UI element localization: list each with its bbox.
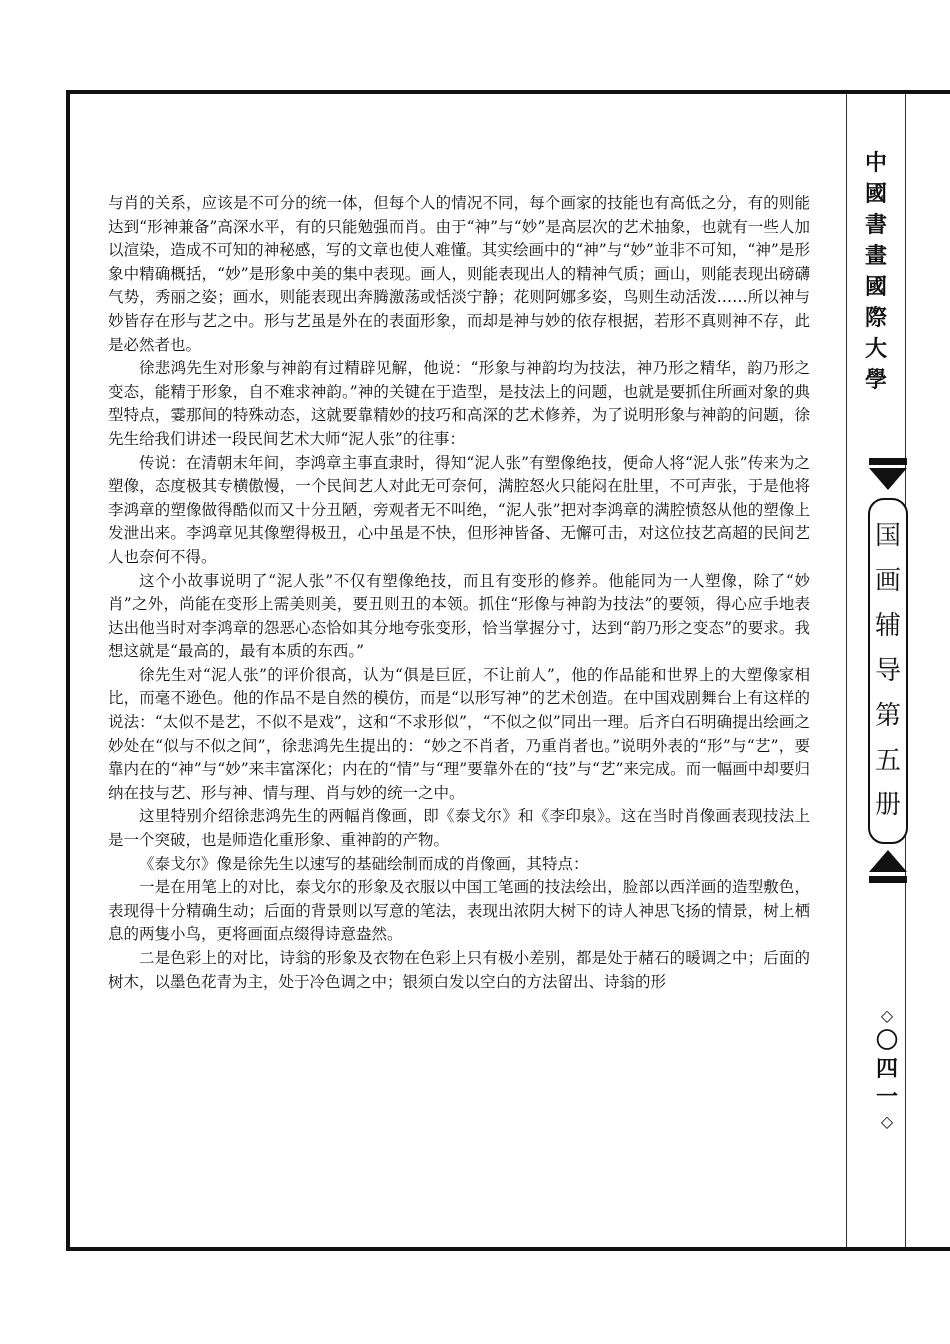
paragraph: 二是色彩上的对比，诗翁的形象及衣物在色彩上只有极小差别，都是处于赭石的暖调之中；后面的树木，以墨色花青为主，处于冷色调之中；银须白发以空白的方法留出、诗翁的形: [108, 949, 810, 991]
ornament-bar-bottom: [869, 876, 907, 883]
book-title-char: 导: [874, 655, 901, 686]
book-title-char: 国: [874, 521, 901, 552]
university-title-char: 中: [864, 150, 887, 176]
book-title-char: 第: [874, 700, 901, 731]
book-title-char: 册: [874, 790, 901, 821]
book-title-box: [868, 498, 908, 844]
paragraph: 这里特别介绍徐悲鸿先生的两幅肖像画，即《泰戈尔》和《李印泉》。这在当时肖像画表现技法上是一个突破，也是师造化重形象、重神韵的产物。: [108, 807, 810, 850]
paragraph: 一是在用笔上的对比，泰戈尔的形象及衣服以中国工笔画的技法绘出，脸部以西洋画的造型敷色，表现得十分精确生动；后面的背景则以写意的笔法，表现出浓阴大树下的诗人神思飞扬的情景，树上栖息的两隻小鸟，更将画面点缀得诗意盎然。: [108, 878, 810, 944]
body-text: [108, 192, 810, 994]
ornament-bar-top: [869, 458, 907, 465]
page-number-char: 四: [875, 1056, 898, 1082]
paragraph: 传说：在清朝末年间，李鸿章主事直隶时，得知“泥人张”有塑像绝技，便命人将“泥人张”传来为之塑像，态度极其专横傲慢，一个民间艺人对此无可奈何，满腔怒火只能闷在肚里，不可声张，于是他将李鸿章的塑像做得酷似而又十分丑陋，旁观者无不叫绝，“泥人张”把对李鸿章的满腔愤怒从他的塑像上发泄出来。李鸿章见其像塑得极丑，心中虽是不快，但形神皆备、无懈可击，对这位技艺高超的民间艺人也奈何不得。: [108, 453, 810, 566]
page-number-char: 一: [875, 1084, 898, 1110]
university-title-char: 國: [864, 274, 887, 300]
university-title-char: 學: [864, 367, 887, 393]
frame-top-border: [66, 90, 950, 94]
paragraph: 《泰戈尔》像是徐先生以速写的基础绘制而成的肖像画，其特点：: [139, 854, 589, 873]
frame-left-border: [66, 90, 70, 1251]
page-number-char: 〇: [875, 1028, 898, 1054]
university-title-char: 大: [864, 336, 887, 362]
book-title-char: 五: [874, 745, 901, 776]
margin-rule-inner: [846, 94, 847, 1247]
diamond-icon: ◇: [880, 1112, 894, 1131]
paragraph: 徐先生对“泥人张”的评价很高，认为“俱是巨匠，不让前人”，他的作品能和世界上的大塑像家相比，而毫不逊色。他的作品不是自然的模仿，而是“以形写神”的艺术创造。在中国戏剧舞台上有这样的说法：“太似不是艺，不似不是戏”，这和“不求形似”，“不似之似”同出一理。后齐白石明确提出绘画之妙处在“似与不似之间”，徐悲鸿先生提出的：“妙之不肖者，乃重肖者也。”说明外表的“形”与“艺”，要靠内在的“神”与“妙”来丰富深化；内在的“情”与“理”要靠外在的“技”与“艺”来完成。而一幅画中却要归纳在技与艺、形与神、情与理、肖与妙的统一之中。: [108, 665, 810, 802]
ornament-triangle-top: [869, 468, 907, 490]
page-number: [862, 1005, 912, 1133]
university-title-char: 國: [864, 181, 887, 207]
paragraph: 这个小故事说明了“泥人张”不仅有塑像绝技，而且有变形的修养。他能同为一人塑像，除了“妙肖”之外，尚能在变形上需美则美，要丑则丑的本领。抓住“形像与神韵为技法”的要领，得心应手地表达出他当时对李鸿章的怨恶心态恰如其分地夸张变形，恰当掌握分寸，达到“韵乃形之变态”的要求。我想这就是“最高的，最有本质的东西。”: [108, 571, 810, 661]
university-title-char: 際: [864, 305, 887, 331]
book-title-char: 辅: [874, 611, 901, 642]
diamond-icon: ◇: [880, 1006, 894, 1025]
frame-bottom-border: [66, 1247, 950, 1251]
paragraph: 与肖的关系，应该是不可分的统一体，但每个人的情况不同，每个画家的技能也有高低之分，有的则能达到“形神兼备”高深水平，有的只能勉强而肖。由于“神”与“妙”是高层次的艺术抽象，也就有一些人加以渲染，造成不可知的神秘感，写的文章也使人难懂。其实绘画中的“神”与“妙”並非不可知，“神”是形象中精确概括，“妙”是形象中美的集中表现。画人，则能表现出人的精神气质；画山，则能表现出磅礴气势，秀丽之姿；画水，则能表现出奔腾激荡或恬淡宁静；花则阿娜多姿，鸟则生动活泼……所以神与妙皆存在形与艺之中。形与艺虽是外在的表面形象，而却是神与妙的依存根据，若形不真则神不存，此是必然者也。: [108, 194, 810, 354]
university-title-char: 畫: [864, 243, 887, 269]
paragraph: 徐悲鸿先生对形象与神韵有过精辟见解，他说：“形象与神韵均为技法，神乃形之精华，韵乃形之变态，能精于形象，自不难求神韵。”神的关键在于造型，是技法上的问题，也就是要抓住所画对象的典型特点，霎那间的特殊动态，这就要靠精妙的技巧和高深的艺术修养，为了说明形象与神韵的问题，徐先生给我们讲述一段民间艺术大师“泥人张”的往事：: [108, 359, 810, 448]
book-title-char: 画: [874, 566, 901, 597]
university-title: [848, 148, 904, 396]
ornament-triangle-bottom: [869, 850, 907, 872]
university-title-char: 書: [864, 212, 887, 238]
